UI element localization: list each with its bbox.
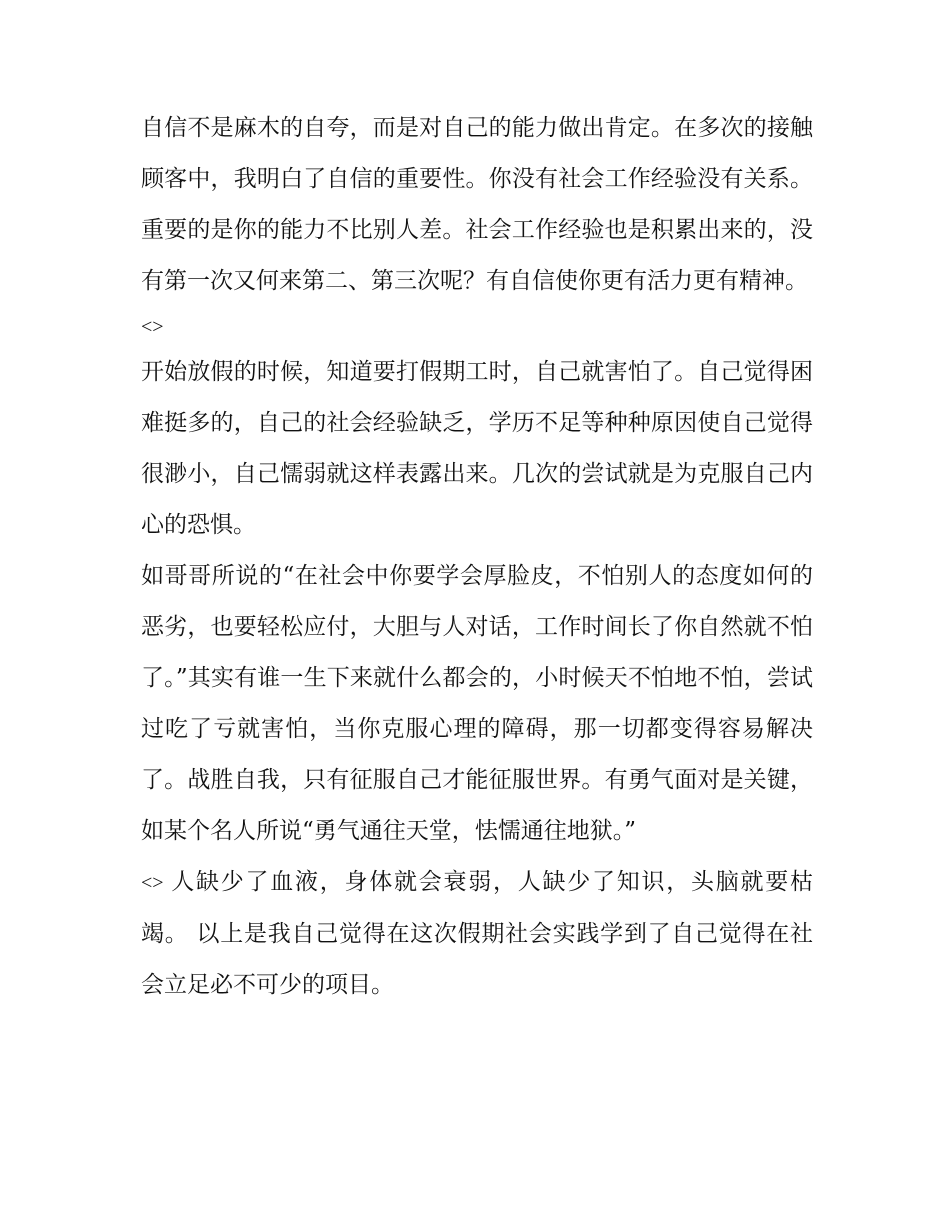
paragraph-brother-advice: 如哥哥所说的“在社会中你要学会厚脸皮，不怕别人的态度如何的恶劣，也要轻松应付，大胆与人对话，工作时间长了你自然就不怕了。”其实有谁一生下来就什么都会的，小时候天不怕地不怕，尝试过吃了亏就害怕，当你克服心理的障碍，那一切都变得容易解决了。战胜自我，只有征服自己才能征服世界。有勇气面对是关键，如某个名人所说“勇气通往天堂，怯懦通往地狱。”: [141, 563, 813, 844]
paragraph-holiday-job: 开始放假的时候，知道要打假期工时，自己就害怕了。自己觉得困难挺多的，自己的社会经验缺乏，学历不足等种种原因使自己觉得很渺小，自己懦弱就这样表露出来。几次的尝试就是为克服自己内心的恐惧。: [141, 359, 813, 538]
paragraph-conclusion: [141, 857, 813, 1011]
section-separator: <>: [141, 316, 164, 338]
paragraph-confidence: 自信不是麻木的自夸，而是对自己的能力做出肯定。在多次的接触顾客中，我明白了自信的重要性。你没有社会工作经验没有关系。重要的是你的能力不比别人差。社会工作经验也是积累出来的，没有第一次又何来第二、第三次呢？有自信使你更有活力更有精神。: [141, 115, 813, 294]
paragraph-conclusion-text: 人缺少了血液，身体就会衰弱，人缺少了知识，头脑就要枯竭。 以上是我自己觉得在这次假期社会实践学到了自己觉得在社会立足必不可少的项目。: [141, 869, 813, 998]
inline-marker: <>: [141, 872, 164, 894]
document-body: [141, 103, 813, 1011]
